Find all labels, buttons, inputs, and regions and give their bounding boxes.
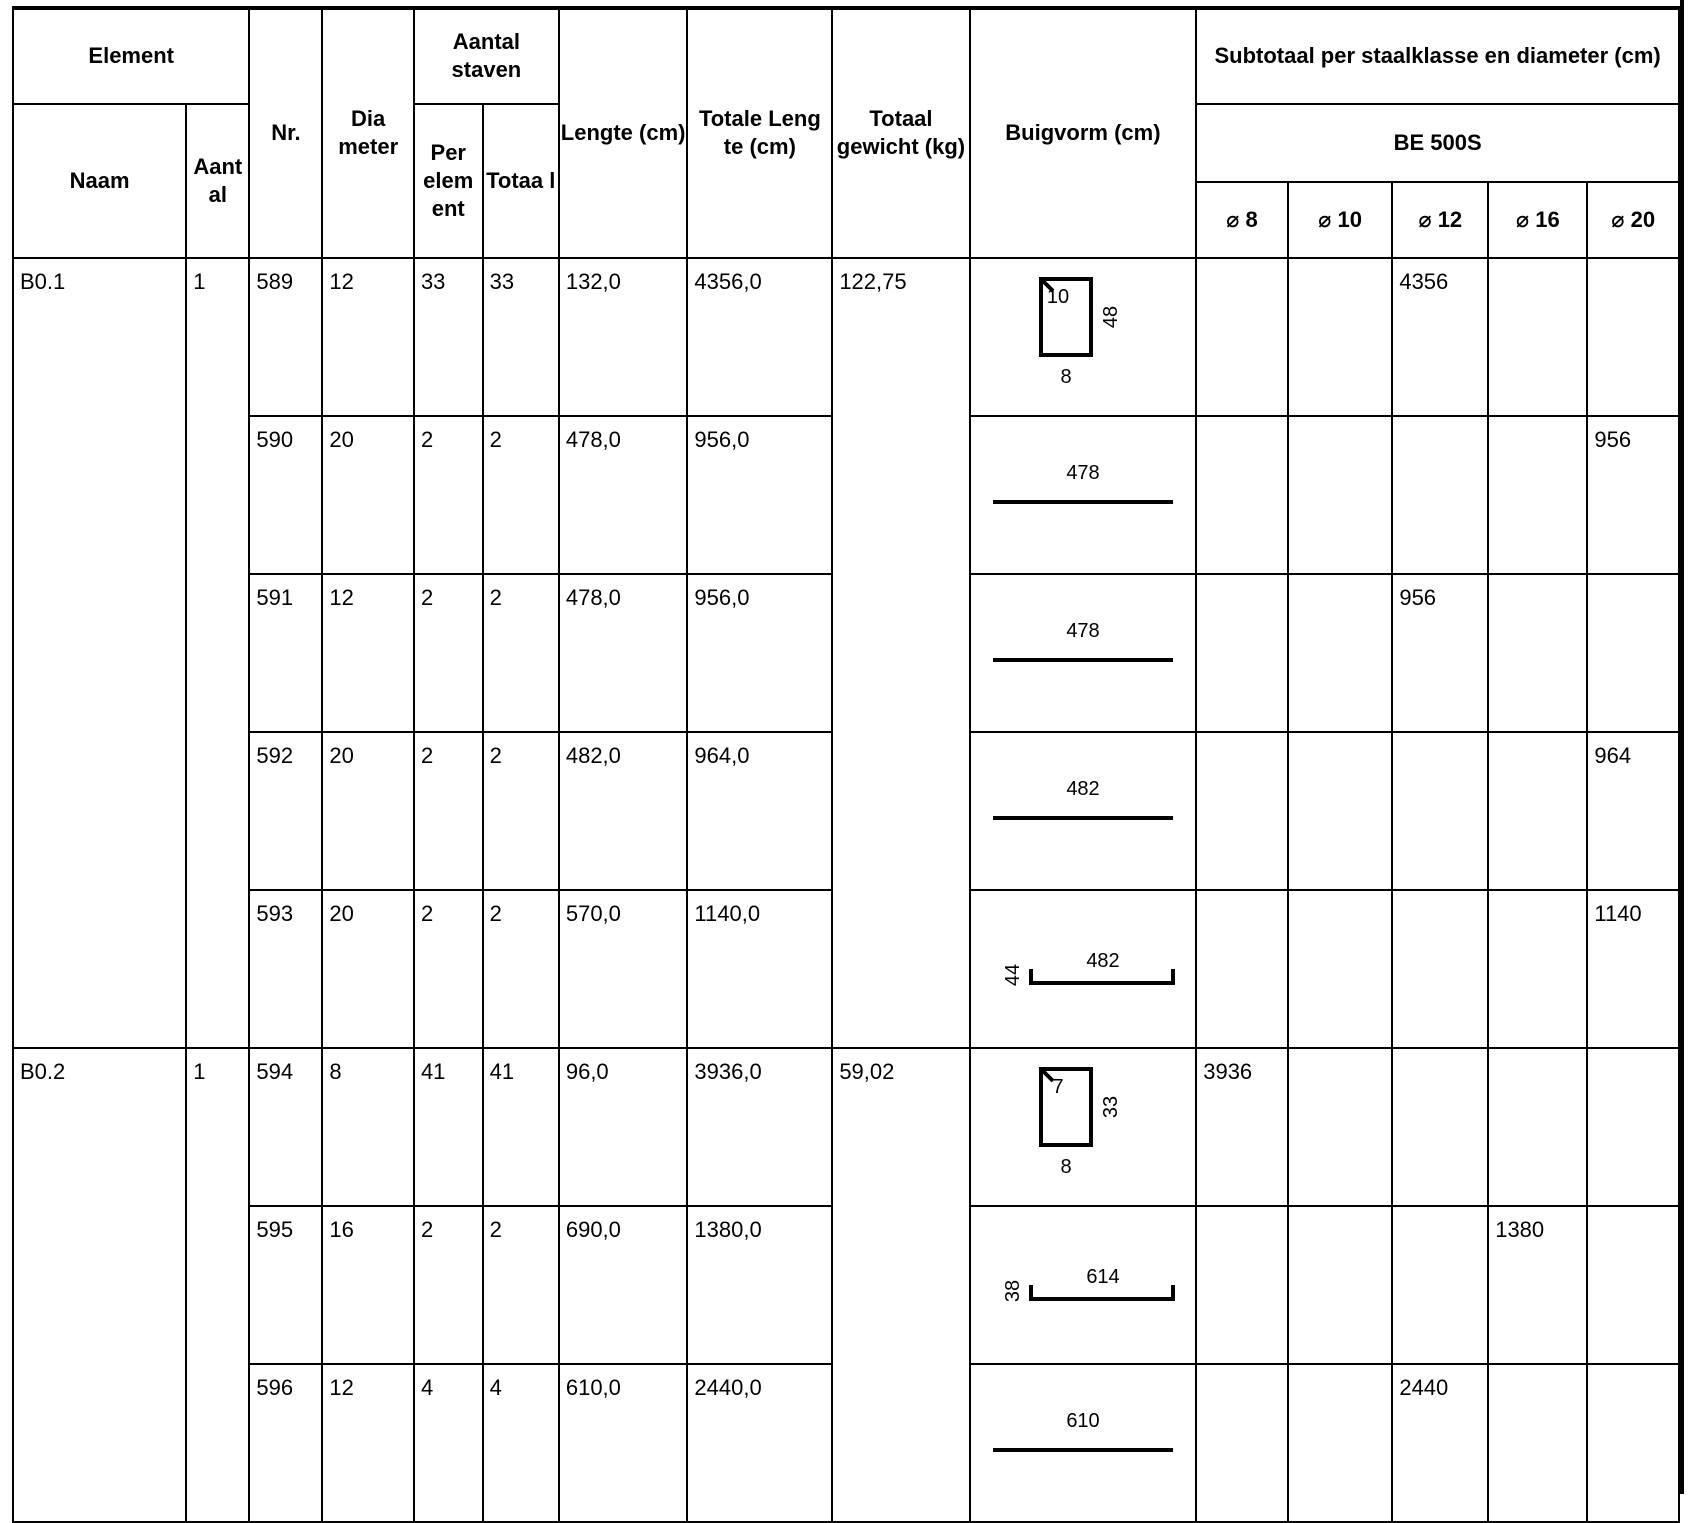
subtotal-diameter-20 <box>1587 1364 1679 1522</box>
bar-total-length <box>687 732 832 890</box>
bar-total-length-value: 2440,0 <box>694 1375 762 1400</box>
header-diameter-16: ⌀ 16 <box>1488 182 1587 258</box>
bar-length-value: 478,0 <box>565 585 621 610</box>
bar-number-value: 595 <box>256 1217 294 1242</box>
subtotal-diameter-10 <box>1288 416 1393 574</box>
header-per-element: Per elem ent <box>414 104 483 258</box>
bar-total-length-value: 1140,0 <box>694 901 761 926</box>
bars-total <box>483 1206 559 1364</box>
subtotal-diameter-8 <box>1196 890 1288 1048</box>
bars-per-element-value: 2 <box>420 743 434 768</box>
subtotal-diameter-12-value <box>1393 891 1487 902</box>
bending-shape-straight <box>983 575 1183 705</box>
bending-shape-hooked <box>983 1207 1183 1337</box>
bars-total-value: 2 <box>489 1217 502 1242</box>
table-row <box>13 1048 1679 1206</box>
subtotal-diameter-20-value: 956 <box>1594 427 1632 452</box>
bar-diameter-value: 20 <box>329 427 354 452</box>
bars-total-value: 33 <box>489 269 515 294</box>
bar-length-label: 614 <box>1086 1266 1120 1288</box>
subtotal-diameter-20 <box>1587 890 1679 1048</box>
subtotal-diameter-10 <box>1288 574 1393 732</box>
subtotal-diameter-16 <box>1488 890 1587 1048</box>
bar-length-value: 478,0 <box>565 427 621 452</box>
bar-diameter <box>322 574 414 732</box>
subtotal-diameter-8 <box>1196 574 1288 732</box>
bending-shape-cell <box>970 574 1197 732</box>
subtotal-diameter-10-value <box>1289 891 1392 902</box>
element-total-weight <box>832 258 969 1048</box>
bar-number <box>249 1364 322 1522</box>
subtotal-diameter-12-value <box>1393 1049 1487 1060</box>
subtotal-diameter-10-value <box>1289 733 1392 744</box>
element-total-weight <box>832 1048 969 1522</box>
bar-total-length-value: 3936,0 <box>694 1059 762 1084</box>
bar-diameter-value: 16 <box>329 1217 354 1242</box>
bars-per-element <box>414 1206 483 1364</box>
header-aantal-staven: Aantal staven <box>414 8 559 104</box>
bars-total <box>483 1048 559 1206</box>
stirrup-hook-label: 10 <box>1046 286 1070 308</box>
bar-number-value: 590 <box>256 427 294 452</box>
element-name-value: B0.2 <box>20 1059 66 1084</box>
bar-number-value: 589 <box>256 269 294 294</box>
bending-shape-cell <box>970 416 1197 574</box>
subtotal-diameter-10 <box>1288 1048 1393 1206</box>
header-aantal: Aant al <box>186 104 249 258</box>
bar-number <box>249 732 322 890</box>
header-buigvorm: Buigvorm (cm) <box>970 8 1197 258</box>
bending-shape-cell <box>970 890 1197 1048</box>
subtotal-diameter-16 <box>1488 416 1587 574</box>
bar-number <box>249 1206 322 1364</box>
subtotal-diameter-8 <box>1196 258 1288 416</box>
subtotal-diameter-10 <box>1288 1206 1393 1364</box>
bar-length <box>559 1364 688 1522</box>
subtotal-diameter-16 <box>1488 574 1587 732</box>
bar-length <box>559 732 688 890</box>
subtotal-diameter-8 <box>1196 416 1288 574</box>
subtotal-diameter-20 <box>1587 1206 1679 1364</box>
subtotal-diameter-10-value <box>1289 417 1392 428</box>
bar-total-length-value: 4356,0 <box>694 269 762 294</box>
subtotal-diameter-16-value <box>1489 733 1586 744</box>
subtotal-diameter-8-value <box>1197 1207 1287 1218</box>
bars-total <box>483 258 559 416</box>
subtotal-diameter-8 <box>1196 732 1288 890</box>
header-totaal: Totaa l <box>483 104 559 258</box>
bar-diameter-value: 8 <box>329 1059 342 1084</box>
bar-number-value: 594 <box>256 1059 294 1084</box>
bar-number-value: 591 <box>256 585 294 610</box>
subtotal-diameter-12 <box>1392 732 1488 890</box>
stirrup-height-label: 33 <box>1099 1095 1122 1119</box>
subtotal-diameter-8 <box>1196 1364 1288 1522</box>
stirrup-height-label: 48 <box>1099 305 1122 329</box>
bending-shape-cell <box>970 1206 1197 1364</box>
subtotal-diameter-10 <box>1288 890 1393 1048</box>
subtotal-diameter-12 <box>1392 258 1488 416</box>
bending-shape-cell <box>970 1364 1197 1522</box>
subtotal-diameter-8 <box>1196 1206 1288 1364</box>
bar-length <box>559 890 688 1048</box>
bar-diameter <box>322 732 414 890</box>
subtotal-diameter-12 <box>1392 890 1488 1048</box>
bar-diameter-value: 12 <box>329 585 354 610</box>
element-count-value: 1 <box>193 1059 206 1084</box>
bars-total-value: 2 <box>489 427 502 452</box>
hook-length-label: 44 <box>1001 963 1024 987</box>
stirrup-width-label: 8 <box>1060 366 1072 388</box>
bending-shape-straight <box>983 733 1183 863</box>
subtotal-diameter-10-value <box>1289 1365 1392 1376</box>
subtotal-diameter-10-value <box>1289 575 1392 586</box>
bar-number-value: 593 <box>256 901 294 926</box>
subtotal-diameter-10 <box>1288 732 1393 890</box>
header-totaal-gewicht: Totaal gewicht (kg) <box>832 8 969 258</box>
bar-length-value: 96,0 <box>565 1059 609 1084</box>
bar-length-label: 482 <box>1066 778 1100 800</box>
bending-shape-cell <box>970 258 1197 416</box>
bars-per-element-value: 2 <box>420 585 434 610</box>
element-name-value: B0.1 <box>20 269 66 294</box>
header-subtotaal: Subtotaal per staalklasse en diameter (cm) <box>1196 8 1679 104</box>
subtotal-diameter-16 <box>1488 1364 1587 1522</box>
subtotal-diameter-12 <box>1392 1364 1488 1522</box>
bar-total-length <box>687 574 832 732</box>
hook-length-label: 38 <box>1001 1279 1024 1303</box>
bars-total-value: 41 <box>489 1059 515 1084</box>
subtotal-diameter-8-value <box>1197 733 1287 744</box>
bars-total-value: 2 <box>489 585 502 610</box>
bars-per-element <box>414 1364 483 1522</box>
subtotal-diameter-16 <box>1488 732 1587 890</box>
subtotal-diameter-20 <box>1587 416 1679 574</box>
bars-total-value: 2 <box>489 901 502 926</box>
bar-length-value: 482,0 <box>565 743 621 768</box>
bar-diameter <box>322 258 414 416</box>
element-name <box>13 258 186 1048</box>
header-lengte: Lengte (cm) <box>559 8 688 258</box>
element-count-value: 1 <box>193 269 206 294</box>
schedule-body <box>13 258 1679 1522</box>
subtotal-diameter-20-value <box>1588 1365 1678 1376</box>
bar-length <box>559 574 688 732</box>
subtotal-diameter-8-value <box>1197 891 1287 902</box>
bending-shape-hooked <box>983 891 1183 1021</box>
subtotal-diameter-12-value <box>1393 417 1487 428</box>
element-total-weight-value: 59,02 <box>839 1059 895 1084</box>
bars-per-element <box>414 732 483 890</box>
subtotal-diameter-8-value <box>1197 575 1287 586</box>
bar-diameter <box>322 1364 414 1522</box>
subtotal-diameter-10 <box>1288 258 1393 416</box>
stirrup-width-label: 8 <box>1060 1156 1072 1178</box>
bar-number <box>249 416 322 574</box>
subtotal-diameter-16 <box>1488 258 1587 416</box>
subtotal-diameter-8-value: 3936 <box>1203 1059 1253 1084</box>
subtotal-diameter-8-value <box>1197 259 1287 270</box>
bar-number <box>249 574 322 732</box>
bar-length <box>559 258 688 416</box>
bar-length-label: 478 <box>1066 620 1100 642</box>
bars-per-element-value: 33 <box>420 269 446 294</box>
subtotal-diameter-12 <box>1392 1206 1488 1364</box>
bar-diameter-value: 12 <box>329 269 354 294</box>
bar-length-value: 690,0 <box>565 1217 621 1242</box>
header-diameter-8: ⌀ 8 <box>1196 182 1288 258</box>
bending-shape-straight <box>983 1365 1183 1495</box>
header-diameter-12: ⌀ 12 <box>1392 182 1488 258</box>
bars-per-element-value: 41 <box>420 1059 446 1084</box>
subtotal-diameter-20 <box>1587 258 1679 416</box>
header-totale-lengte: Totale Leng te (cm) <box>687 8 832 258</box>
subtotal-diameter-16 <box>1488 1048 1587 1206</box>
subtotal-diameter-20-value: 964 <box>1594 743 1632 768</box>
bars-per-element-value: 2 <box>420 1217 434 1242</box>
subtotal-diameter-10 <box>1288 1364 1393 1522</box>
subtotal-diameter-12 <box>1392 416 1488 574</box>
bars-per-element <box>414 574 483 732</box>
header-naam: Naam <box>13 104 186 258</box>
subtotal-diameter-12-value <box>1393 733 1487 744</box>
subtotal-diameter-16 <box>1488 1206 1587 1364</box>
header-diameter-10: ⌀ 10 <box>1288 182 1393 258</box>
bar-total-length <box>687 416 832 574</box>
bar-length-value: 570,0 <box>565 901 621 926</box>
header-element: Element <box>13 8 249 104</box>
subtotal-diameter-12 <box>1392 574 1488 732</box>
subtotal-diameter-20-value <box>1588 575 1678 586</box>
bar-diameter <box>322 416 414 574</box>
bar-length <box>559 416 688 574</box>
bars-total <box>483 732 559 890</box>
subtotal-diameter-16-value <box>1489 1049 1586 1060</box>
bending-shape-straight <box>983 417 1183 547</box>
subtotal-diameter-20-value <box>1588 259 1678 270</box>
subtotal-diameter-12-value: 956 <box>1399 585 1437 610</box>
bar-length-value: 132,0 <box>565 269 621 294</box>
subtotal-diameter-12-value <box>1393 1207 1487 1218</box>
bars-total <box>483 416 559 574</box>
stirrup-hook-label: 7 <box>1052 1076 1064 1098</box>
subtotal-diameter-12-value: 2440 <box>1399 1375 1449 1400</box>
bar-total-length <box>687 258 832 416</box>
bar-length-label: 610 <box>1066 1410 1100 1432</box>
bar-number <box>249 890 322 1048</box>
bar-diameter-value: 12 <box>329 1375 354 1400</box>
subtotal-diameter-20-value: 1140 <box>1594 901 1642 926</box>
header-diameter-20: ⌀ 20 <box>1587 182 1679 258</box>
bar-length <box>559 1048 688 1206</box>
subtotal-diameter-8-value <box>1197 417 1287 428</box>
bars-total <box>483 1364 559 1522</box>
outer-border-right <box>1680 0 1684 1494</box>
bar-total-length-value: 964,0 <box>694 743 750 768</box>
bending-shape-cell <box>970 732 1197 890</box>
bar-total-length <box>687 1048 832 1206</box>
subtotal-diameter-16-value <box>1489 1365 1586 1376</box>
bars-per-element <box>414 1048 483 1206</box>
subtotal-diameter-16-value <box>1489 417 1586 428</box>
bar-total-length <box>687 890 832 1048</box>
bars-per-element-value: 2 <box>420 901 434 926</box>
bar-diameter-value: 20 <box>329 743 354 768</box>
bar-number <box>249 258 322 416</box>
bar-total-length <box>687 1364 832 1522</box>
bar-total-length-value: 956,0 <box>694 427 750 452</box>
bars-total <box>483 890 559 1048</box>
bar-number-value: 592 <box>256 743 294 768</box>
subtotal-diameter-10-value <box>1289 1207 1392 1218</box>
subtotal-diameter-12-value: 4356 <box>1399 269 1449 294</box>
header-nr: Nr. <box>249 8 322 258</box>
subtotal-diameter-20-value <box>1588 1207 1678 1218</box>
bars-total-value: 2 <box>489 743 502 768</box>
bar-length <box>559 1206 688 1364</box>
bars-per-element <box>414 890 483 1048</box>
table-row <box>13 258 1679 416</box>
bar-diameter <box>322 1048 414 1206</box>
bar-total-length <box>687 1206 832 1364</box>
subtotal-diameter-16-value <box>1489 259 1586 270</box>
subtotal-diameter-10-value <box>1289 1049 1392 1060</box>
bars-total <box>483 574 559 732</box>
bending-shape-stirrup <box>983 1049 1183 1179</box>
subtotal-diameter-8 <box>1196 1048 1288 1206</box>
subtotal-diameter-16-value <box>1489 575 1586 586</box>
header-staalklasse: BE 500S <box>1196 104 1679 182</box>
subtotal-diameter-12 <box>1392 1048 1488 1206</box>
subtotal-diameter-20 <box>1587 732 1679 890</box>
header-diameter: Dia meter <box>322 8 414 258</box>
subtotal-diameter-20-value <box>1588 1049 1678 1060</box>
bar-diameter <box>322 1206 414 1364</box>
element-total-weight-value: 122,75 <box>839 269 907 294</box>
bars-per-element <box>414 416 483 574</box>
rebar-schedule-table <box>12 7 1680 1523</box>
bars-total-value: 4 <box>489 1375 502 1400</box>
bars-per-element-value: 2 <box>420 427 434 452</box>
bars-per-element-value: 4 <box>420 1375 434 1400</box>
bar-number <box>249 1048 322 1206</box>
subtotal-diameter-10-value <box>1289 259 1392 270</box>
bar-total-length-value: 1380,0 <box>694 1217 762 1242</box>
element-count <box>186 258 249 1048</box>
bending-shape-stirrup <box>983 259 1183 389</box>
bar-length-value: 610,0 <box>565 1375 621 1400</box>
bar-number-value: 596 <box>256 1375 294 1400</box>
bars-per-element <box>414 258 483 416</box>
bar-length-label: 482 <box>1086 950 1120 972</box>
element-count <box>186 1048 249 1522</box>
stirrup-outline <box>1041 1069 1091 1145</box>
bar-length-label: 478 <box>1066 462 1100 484</box>
subtotal-diameter-20 <box>1587 1048 1679 1206</box>
element-name <box>13 1048 186 1522</box>
subtotal-diameter-20 <box>1587 574 1679 732</box>
subtotal-diameter-16-value <box>1489 891 1586 902</box>
subtotal-diameter-16-value: 1380 <box>1495 1217 1545 1242</box>
bar-diameter <box>322 890 414 1048</box>
bending-shape-cell <box>970 1048 1197 1206</box>
bar-total-length-value: 956,0 <box>694 585 750 610</box>
subtotal-diameter-8-value <box>1197 1365 1287 1376</box>
bar-diameter-value: 20 <box>329 901 354 926</box>
